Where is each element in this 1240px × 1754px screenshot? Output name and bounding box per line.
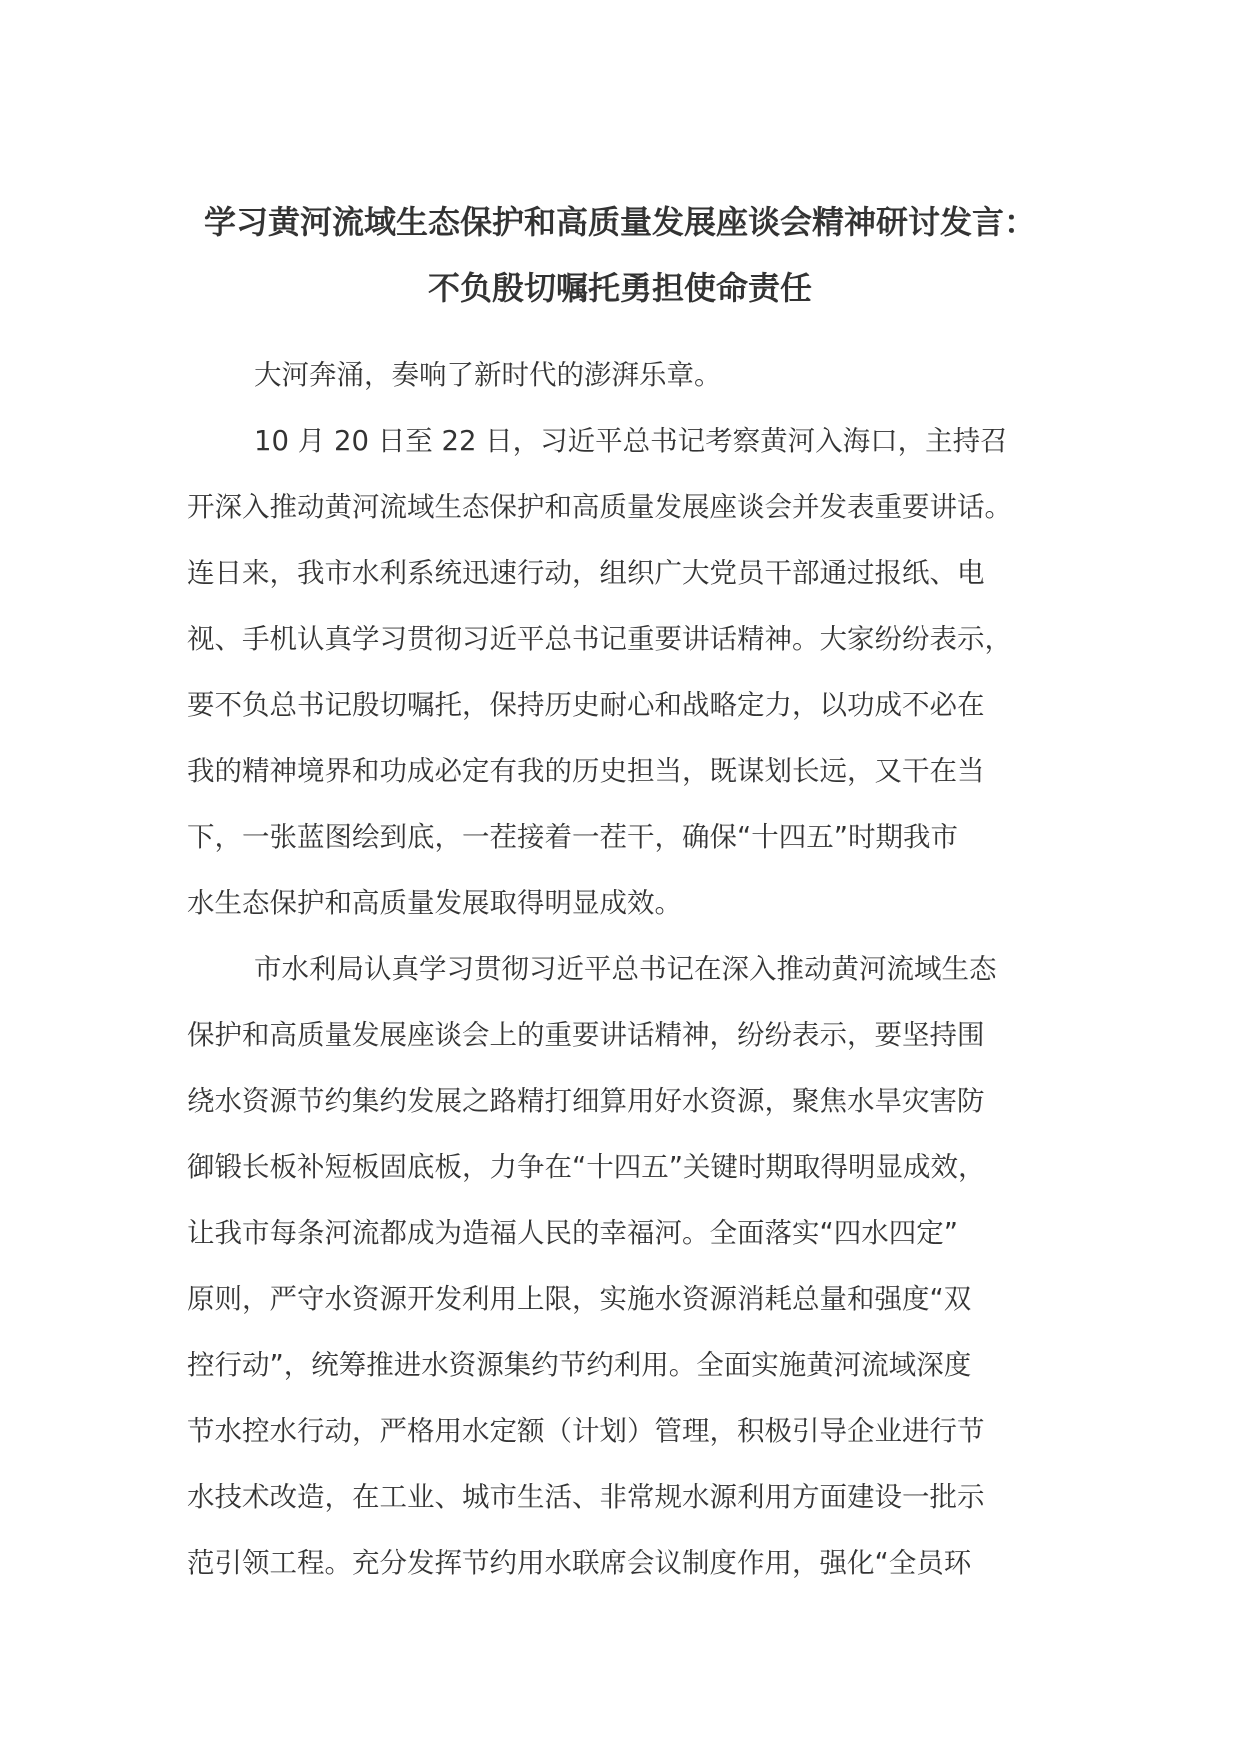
document-title-line-2: 不负殷切嘱托勇担使命责任 bbox=[427, 269, 812, 307]
paragraph-line: 原则，严守水资源开发利用上限，实施水资源消耗总量和强度“双 bbox=[187, 1283, 972, 1315]
paragraph-line: 绕水资源节约集约发展之路精打细算用好水资源，聚焦水旱灾害防 bbox=[187, 1085, 985, 1117]
paragraph-line: 开深入推动黄河流域生态保护和高质量发展座谈会并发表重要讲话。 bbox=[187, 491, 1012, 523]
paragraph-line: 下，一张蓝图绘到底，一茬接着一茬干，确保“十四五”时期我市 bbox=[187, 821, 958, 853]
paragraph-line: 要不负总书记殷切嘱托，保持历史耐心和战略定力，以功成不必在 bbox=[187, 689, 985, 721]
paragraph-line: 视、手机认真学习贯彻习近平总书记重要讲话精神。大家纷纷表示， bbox=[187, 623, 1012, 655]
paragraph-line: 连日来，我市水利系统迅速行动，组织广大党员干部通过报纸、电 bbox=[187, 557, 985, 589]
paragraph-line: 节水控水行动，严格用水定额（计划）管理，积极引导企业进行节 bbox=[187, 1415, 985, 1447]
paragraph-line: 控行动”，统筹推进水资源集约节约利用。全面实施黄河流域深度 bbox=[187, 1349, 972, 1381]
paragraph-line: 水生态保护和高质量发展取得明显成效。 bbox=[187, 887, 682, 919]
paragraph-line: 保护和高质量发展座谈会上的重要讲话精神，纷纷表示，要坚持围 bbox=[187, 1019, 985, 1051]
document-title-line-1: 学习黄河流域生态保护和高质量发展座谈会精神研讨发言： bbox=[203, 203, 1036, 241]
paragraph-line: 让我市每条河流都成为造福人民的幸福河。全面落实“四水四定” bbox=[187, 1217, 958, 1249]
paragraph-line: 市水利局认真学习贯彻习近平总书记在深入推动黄河流域生态 bbox=[254, 953, 997, 985]
paragraph-line: 10 月 20 日至 22 日，习近平总书记考察黄河入海口，主持召 bbox=[254, 425, 1008, 457]
paragraph-line: 我的精神境界和功成必定有我的历史担当，既谋划长远，又干在当 bbox=[187, 755, 985, 787]
paragraph-line: 范引领工程。充分发挥节约用水联席会议制度作用，强化“全员环 bbox=[187, 1547, 972, 1579]
paragraph-line: 御锻长板补短板固底板，力争在“十四五”关键时期取得明显成效， bbox=[187, 1151, 986, 1183]
paragraph-line: 大河奔涌，奏响了新时代的澎湃乐章。 bbox=[254, 359, 722, 391]
paragraph-line: 水技术改造，在工业、城市生活、非常规水源利用方面建设一批示 bbox=[187, 1481, 985, 1513]
